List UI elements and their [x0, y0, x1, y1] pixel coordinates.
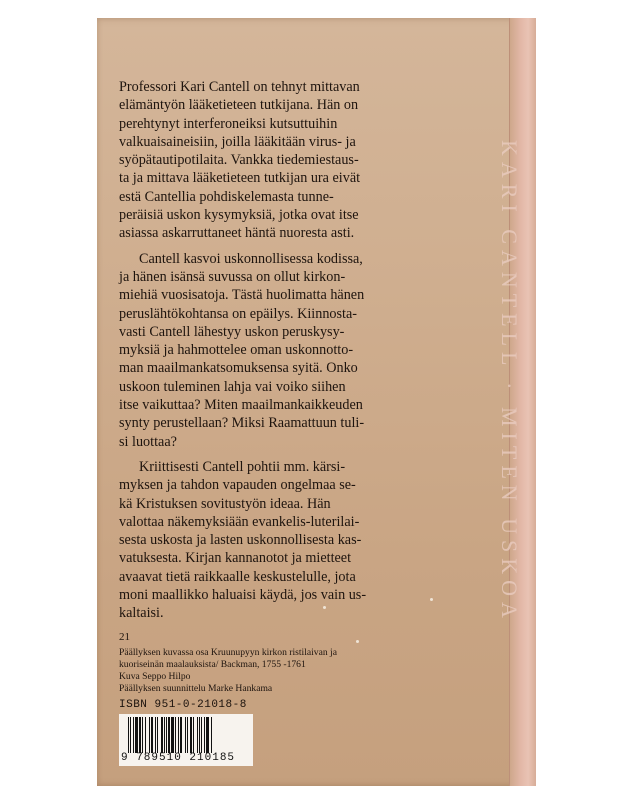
barcode-bar	[206, 717, 209, 753]
blurb-line: ta ja mittava lääketieteen tutkijan ura eivät	[119, 170, 361, 187]
blurb-line: Professori Kari Cantell on tehnyt mittavan	[119, 79, 360, 95]
barcode-bar	[149, 717, 150, 753]
barcode-bar	[151, 717, 153, 753]
barcode-bar	[199, 717, 200, 753]
barcode-bar	[161, 717, 163, 753]
blurb-line: man maailmankatsomuksensa syitä. Onko	[119, 360, 358, 377]
barcode-bar	[178, 717, 179, 753]
blurb-line: ja hänen isänsä suvussa on ollut kirkon-	[119, 268, 346, 285]
blurb-line: Kriittisesti Cantell pohtii mm. kärsi-	[139, 458, 346, 475]
barcode-bar	[175, 717, 176, 753]
blurb-line: moni maallikko haluaisi käydä, jos vain us-	[119, 587, 367, 604]
blurb-line: si luottaa?	[119, 433, 177, 450]
blurb-line: itse vaikuttaa? Miten maailmankaikkeuden	[119, 397, 363, 414]
blurb-line: perehtynyt interferoneiksi kutsuttuihin	[119, 115, 338, 132]
barcode-bar	[180, 717, 182, 753]
cover-image-credit: Päällyksen kuvassa osa Kruunupyyn kirkon ristilaivan ja	[119, 647, 337, 658]
barcode-bar	[142, 717, 143, 753]
photo-credit: Kuva Seppo Hilpo	[119, 671, 191, 682]
blurb-line: estä Cantellia pohdiskelemasta tunne-	[119, 188, 334, 205]
blurb-line: asiassa askarruttaneet häntä nuoresta asti.	[119, 225, 355, 242]
barcode-image	[128, 717, 245, 753]
blurb-paragraph-3	[119, 458, 494, 623]
barcode-bar	[204, 717, 205, 753]
barcode-bar	[211, 717, 212, 753]
cover-image-credit-cont: kuoriseinän maalauksista/ Backman, 1755 -1761	[119, 659, 306, 670]
barcode-bar	[166, 717, 167, 753]
blurb-line: myksiä ja hahmottelee oman uskonnotto-	[119, 342, 354, 359]
blurb-line: peruslähtökohtansa on epäilys. Kiinnosta-	[119, 305, 357, 322]
isbn-text: ISBN 951-0-21018-8	[119, 699, 247, 711]
blurb-line: uskoon tuleminen lahja vai voiko siihen	[119, 378, 346, 395]
blurb-line: kaltaisi.	[119, 605, 164, 622]
blurb-line: sesta uskosta ja lasten uskonnollisesta kas-	[119, 532, 362, 549]
barcode-digits: 9 789510 210185	[121, 752, 236, 764]
blurb-line: synty perustellaan? Miksi Raamattuun tuli-	[119, 415, 365, 432]
design-credit: Päällyksen suunnittelu Marke Hankama	[119, 683, 273, 694]
barcode-bar	[171, 717, 174, 753]
blurb-line: miehiä vuosisatoja. Tästä huolimatta hänen	[119, 287, 365, 304]
barcode-bar	[164, 717, 165, 753]
blurb-line: elämäntyön lääketieteen tutkijana. Hän on	[119, 97, 359, 114]
blurb-paragraph-2	[119, 250, 494, 451]
barcode-bar	[187, 717, 188, 753]
blurb-paragraph-1	[119, 78, 494, 243]
barcode-bar	[130, 717, 131, 753]
barcode-bar	[185, 717, 186, 753]
barcode-bar	[201, 717, 202, 753]
blurb-line: syöpätautipotilaita. Vankka tiedemiestaus-	[119, 152, 359, 169]
barcode-bar	[168, 717, 170, 753]
blurb-line: valottaa näkemyksiään evankelis-luterilai-	[119, 513, 360, 530]
barcode-bar	[145, 717, 146, 753]
barcode-bar	[157, 717, 158, 753]
barcode-bar	[128, 717, 129, 753]
barcode-bar	[133, 717, 134, 753]
blurb-line: vasti Cantell lähestyy uskon peruskysy-	[119, 323, 345, 340]
barcode-bar	[193, 717, 194, 753]
blurb-line: Cantell kasvoi uskonnollisessa kodissa,	[139, 250, 363, 267]
blurb-line: vatuksesta. Kirjan kannanotot ja mietteet	[119, 550, 352, 567]
cover-credits	[119, 631, 479, 695]
barcode-bar	[190, 717, 192, 753]
blurb-line: peräisiä uskon kysymyksiä, jotka ovat itse	[119, 207, 359, 224]
blurb-line: myksen ja tahdon vapauden ongelmaa se-	[119, 477, 356, 494]
blurb-line: valkuaisaineisiin, joilla lääkitään virus- ja	[119, 133, 356, 150]
barcode-bar	[197, 717, 198, 753]
blurb-line: kä Kristuksen sovitustyön ideaa. Hän	[119, 495, 331, 512]
barcode-bar	[139, 717, 141, 753]
barcode-bar	[155, 717, 156, 753]
blurb-line: avaavat tietä raikkaalle keskustelulle, jota	[119, 568, 356, 585]
barcode-bar	[135, 717, 138, 753]
series-number: 21	[119, 631, 130, 643]
spine-text: KARI CANTELL · MITEN USKOA	[497, 140, 522, 624]
barcode-label	[119, 714, 253, 766]
blurb-text	[119, 78, 494, 630]
